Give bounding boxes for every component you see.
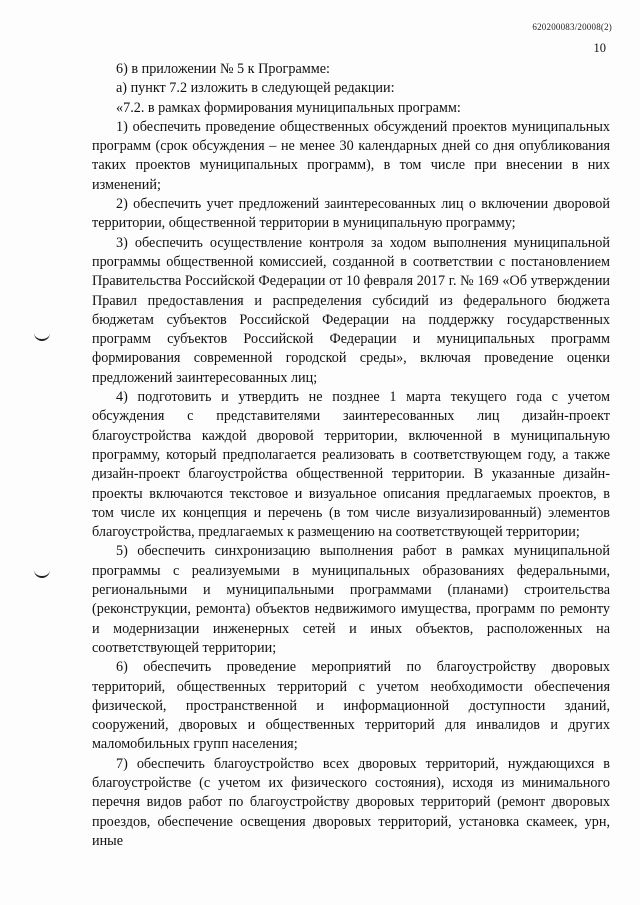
- paragraph-item-6: 6) обеспечить проведение мероприятий по благоустройству дворовых территорий, общественных территорий с учетом необходимости обеспечения физической, пространственной и информационной доступности зданий, сооружений, дворовых и общественных территорий для инвалидов и других маломобильных групп населения;: [92, 659, 610, 753]
- paragraph-item-7: 7) обеспечить благоустройство всех дворовых территорий, нуждающихся в благоустройстве (с учетом их физического состояния), исходя из минимального перечня видов работ по благоустройству дворовых территорий (ремонт дворовых проездов, обеспечение освещения дворовых территорий, установка скамеек, урн, иные: [92, 755, 610, 849]
- document-id: 620200083/20008(2): [532, 22, 612, 32]
- paragraph-item-3: 3) обеспечить осуществление контроля за ходом выполнения муниципальной программы общественной комиссией, созданной в соответствии с постановлением Правительства Российской Федерации от 10 февраля 2017 г. № 169 «Об утверждении Правил предоставления и распределения субсидий из федерального бюджета бюджетам субъектов Российской Федерации на поддержку государственных программ субъектов Российской Федерации и муниципальных программ формирования современной городской среды», включая проведение оценки предложений заинтересованных лиц;: [92, 234, 610, 386]
- paragraph-item-4: 4) подготовить и утвердить не позднее 1 марта текущего года с учетом обсуждения с представителями заинтересованных лиц дизайн-проект благоустройства каждой дворовой территории, включенной в муниципальную программу, который предполагается реализовать в соответствующем году, а также дизайн-проект благоустройства общественной территории. В указанные дизайн-проекты включаются текстовое и визуальное описания предлагаемых проектов, в том числе их концепция и перечень (в том числе визуализированный) элементов благоустройства, предлагаемых к размещению на соответствующей территории;: [92, 389, 610, 541]
- paragraph-item-1: 1) обеспечить проведение общественных обсуждений проектов муниципальных программ (срок обсуждения – не менее 30 календарных дней со дня опубликования таких проектов муниципальных программ), в том числе при внесении в них изменений;: [92, 118, 610, 193]
- margin-mark: [34, 331, 50, 341]
- paragraph-appendix-5: 6) в приложении № 5 к Программе:: [116, 61, 330, 77]
- paragraph-item-2: 2) обеспечить учет предложений заинтересованных лиц о включении дворовой территории, общественной территории в муниципальную программу;: [92, 196, 610, 232]
- paragraph-point-7-2: «7.2. в рамках формирования муниципальных программ:: [116, 99, 461, 116]
- paragraph-item-5: 5) обеспечить синхронизацию выполнения работ в рамках муниципальной программы с реализуемыми в муниципальных образованиях федеральными, региональными и муниципальными программами (планами) строительства (реконструкции, ремонта) объектов недвижимого имущества, программ по ремонту и модернизации инженерных сетей и иных объектов, расположенных на соответствующей территории;: [92, 543, 610, 656]
- document-body: [92, 60, 610, 851]
- page-number: 10: [593, 41, 606, 55]
- margin-mark: [34, 568, 50, 578]
- paragraph-point-7-2-intro: а) пункт 7.2 изложить в следующей редакции:: [116, 80, 395, 97]
